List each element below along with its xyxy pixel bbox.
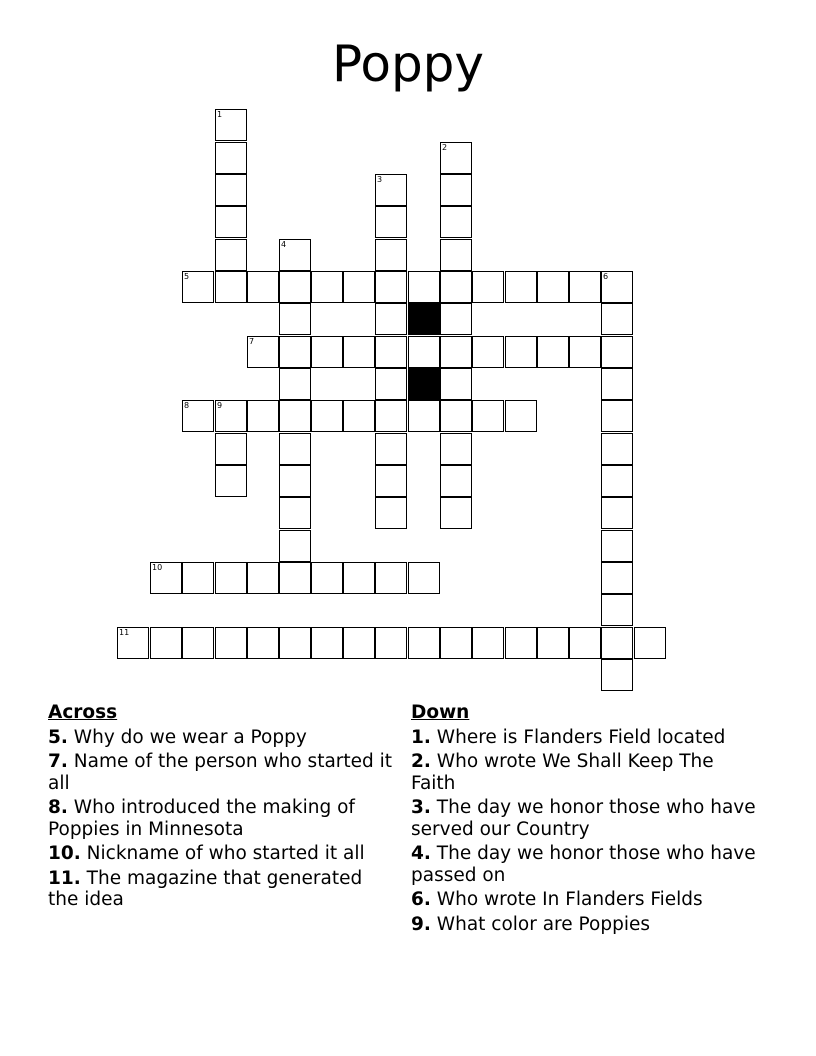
grid-cell[interactable] <box>505 271 537 303</box>
clue-number-label: 2 <box>442 143 448 152</box>
grid-cell[interactable] <box>601 336 633 368</box>
grid-cell[interactable] <box>279 271 311 303</box>
grid-cell[interactable] <box>215 239 247 271</box>
grid-cell[interactable] <box>601 497 633 529</box>
clue-text: The day we honor those who have passed on <box>411 843 756 886</box>
black-cell <box>408 368 440 400</box>
grid-cell[interactable] <box>343 336 375 368</box>
grid-cell[interactable] <box>472 336 504 368</box>
grid-cell[interactable] <box>537 627 569 659</box>
grid-cell[interactable] <box>375 465 407 497</box>
grid-cell[interactable] <box>343 627 375 659</box>
grid-cell[interactable] <box>311 271 343 303</box>
clue-number-label: 7 <box>249 337 255 346</box>
down-heading: Down <box>411 702 470 723</box>
clue-text: Why do we wear a Poppy <box>73 726 307 748</box>
grid-cell[interactable] <box>472 400 504 432</box>
clue-across-11 <box>48 868 393 911</box>
grid-cell-10[interactable] <box>150 562 182 594</box>
grid-cell[interactable] <box>375 497 407 529</box>
grid-cell[interactable] <box>601 368 633 400</box>
grid-cell[interactable] <box>408 400 440 432</box>
grid-cell[interactable] <box>440 206 472 238</box>
clue-number: 6. <box>411 889 431 910</box>
clue-text: Nickname of who started it all <box>86 843 365 864</box>
clue-text: Who introduced the making of Poppies in Minnesota <box>48 797 355 840</box>
grid-cell[interactable] <box>247 562 279 594</box>
grid-cell[interactable] <box>215 206 247 238</box>
grid-cell[interactable] <box>375 627 407 659</box>
grid-cell[interactable] <box>215 627 247 659</box>
clue-number: 7. <box>48 751 68 772</box>
grid-cell[interactable] <box>279 627 311 659</box>
clue-text: The magazine that generated the idea <box>48 867 363 910</box>
grid-cell[interactable] <box>247 627 279 659</box>
clue-down-1 <box>411 727 756 749</box>
grid-cell[interactable] <box>375 433 407 465</box>
grid-cell-9[interactable] <box>215 400 247 432</box>
grid-cell[interactable] <box>440 239 472 271</box>
grid-cell[interactable] <box>215 142 247 174</box>
clue-number: 2. <box>411 751 431 772</box>
grid-cell[interactable] <box>279 530 311 562</box>
clue-number-label: 4 <box>281 240 287 249</box>
grid-cell[interactable] <box>505 400 537 432</box>
grid-cell[interactable] <box>408 271 440 303</box>
grid-cell[interactable] <box>375 336 407 368</box>
clue-text: What color are Poppies <box>436 913 650 935</box>
across-heading: Across <box>48 702 118 723</box>
grid-cell[interactable] <box>569 627 601 659</box>
clue-number: 9. <box>411 913 431 935</box>
grid-cell[interactable] <box>182 627 214 659</box>
clue-down-4 <box>411 843 756 886</box>
grid-cell[interactable] <box>440 497 472 529</box>
clue-across-7 <box>48 751 393 794</box>
grid-cell[interactable] <box>375 206 407 238</box>
grid-cell[interactable] <box>215 174 247 206</box>
grid-cell[interactable] <box>440 174 472 206</box>
clue-number-label: 8 <box>184 401 190 410</box>
clue-down-2 <box>411 751 756 794</box>
down-clues <box>411 702 756 938</box>
grid-cell[interactable] <box>279 303 311 335</box>
grid-cell[interactable] <box>215 271 247 303</box>
grid-cell[interactable] <box>505 336 537 368</box>
grid-cell[interactable] <box>537 336 569 368</box>
grid-cell[interactable] <box>311 336 343 368</box>
grid-cell[interactable] <box>247 271 279 303</box>
clue-number-label: 3 <box>377 175 383 184</box>
clue-down-6 <box>411 889 756 911</box>
grid-cell-1[interactable] <box>215 109 247 141</box>
grid-cell[interactable] <box>601 303 633 335</box>
clue-across-5 <box>48 727 393 749</box>
clue-number-label: 1 <box>217 110 223 119</box>
grid-cell[interactable] <box>215 562 247 594</box>
clue-text: Name of the person who started it all <box>48 751 393 794</box>
clue-down-9 <box>411 914 756 936</box>
grid-cell[interactable] <box>408 562 440 594</box>
grid-cell[interactable] <box>440 303 472 335</box>
grid-cell[interactable] <box>601 627 633 659</box>
grid-cell[interactable] <box>505 627 537 659</box>
clue-number-label: 10 <box>152 563 163 572</box>
clue-number: 3. <box>411 797 431 818</box>
clue-across-10 <box>48 843 393 865</box>
clue-text: Who wrote In Flanders Fields <box>436 889 703 910</box>
grid-cell-11[interactable] <box>117 627 149 659</box>
clue-number: 4. <box>411 843 431 864</box>
grid-cell[interactable] <box>601 433 633 465</box>
grid-cell[interactable] <box>279 562 311 594</box>
grid-cell[interactable] <box>311 562 343 594</box>
page-title: Poppy <box>331 35 485 93</box>
clue-number: 11. <box>48 867 81 889</box>
clue-number: 5. <box>48 726 68 748</box>
grid-cell[interactable] <box>440 271 472 303</box>
grid-cell[interactable] <box>537 271 569 303</box>
black-cell <box>408 303 440 335</box>
grid-cell[interactable] <box>569 336 601 368</box>
grid-cell-8[interactable] <box>182 400 214 432</box>
clue-down-3 <box>411 797 756 840</box>
grid-cell-7[interactable] <box>247 336 279 368</box>
grid-cell[interactable] <box>279 433 311 465</box>
grid-cell[interactable] <box>279 400 311 432</box>
grid-cell[interactable] <box>215 433 247 465</box>
grid-cell[interactable] <box>601 465 633 497</box>
clue-number: 1. <box>411 726 431 748</box>
grid-cell[interactable] <box>408 627 440 659</box>
grid-cell[interactable] <box>601 562 633 594</box>
grid-cell[interactable] <box>440 433 472 465</box>
grid-cell[interactable] <box>440 336 472 368</box>
grid-cell[interactable] <box>375 239 407 271</box>
grid-cell-2[interactable] <box>440 142 472 174</box>
grid-cell[interactable] <box>182 562 214 594</box>
grid-cell-5[interactable] <box>182 271 214 303</box>
grid-cell[interactable] <box>311 400 343 432</box>
grid-cell[interactable] <box>375 562 407 594</box>
grid-cell-6[interactable] <box>601 271 633 303</box>
clue-number-label: 5 <box>184 272 190 281</box>
grid-cell[interactable] <box>472 627 504 659</box>
grid-cell[interactable] <box>375 303 407 335</box>
grid-cell[interactable] <box>375 368 407 400</box>
clue-text: Where is Flanders Field located <box>436 726 726 748</box>
grid-cell[interactable] <box>472 271 504 303</box>
clue-number-label: 11 <box>119 628 130 637</box>
grid-cell[interactable] <box>408 336 440 368</box>
grid-cell[interactable] <box>279 336 311 368</box>
grid-cell[interactable] <box>440 400 472 432</box>
grid-cell[interactable] <box>569 271 601 303</box>
clue-across-8 <box>48 797 393 840</box>
grid-cell-4[interactable] <box>279 239 311 271</box>
grid-cell[interactable] <box>601 400 633 432</box>
across-clues <box>48 702 393 914</box>
grid-cell[interactable] <box>311 627 343 659</box>
grid-cell[interactable] <box>150 627 182 659</box>
grid-cell[interactable] <box>343 400 375 432</box>
grid-cell-3[interactable] <box>375 174 407 206</box>
grid-cell[interactable] <box>343 271 375 303</box>
grid-cell[interactable] <box>343 562 375 594</box>
clue-number: 10. <box>48 843 81 864</box>
grid-cell[interactable] <box>440 627 472 659</box>
clue-number-label: 9 <box>217 401 223 410</box>
grid-cell[interactable] <box>440 368 472 400</box>
grid-cell[interactable] <box>247 400 279 432</box>
clue-text: The day we honor those who have served our Country <box>411 797 756 840</box>
grid-cell[interactable] <box>215 465 247 497</box>
grid-cell[interactable] <box>375 271 407 303</box>
grid-cell[interactable] <box>279 497 311 529</box>
grid-cell[interactable] <box>279 368 311 400</box>
grid-cell[interactable] <box>375 400 407 432</box>
grid-cell[interactable] <box>634 627 666 659</box>
clue-number-label: 6 <box>603 272 609 281</box>
grid-cell[interactable] <box>601 659 633 691</box>
clue-number: 8. <box>48 797 68 818</box>
grid-cell[interactable] <box>279 465 311 497</box>
grid-cell[interactable] <box>601 530 633 562</box>
clue-text: Who wrote We Shall Keep The Faith <box>411 751 714 794</box>
grid-cell[interactable] <box>601 594 633 626</box>
grid-cell[interactable] <box>440 465 472 497</box>
